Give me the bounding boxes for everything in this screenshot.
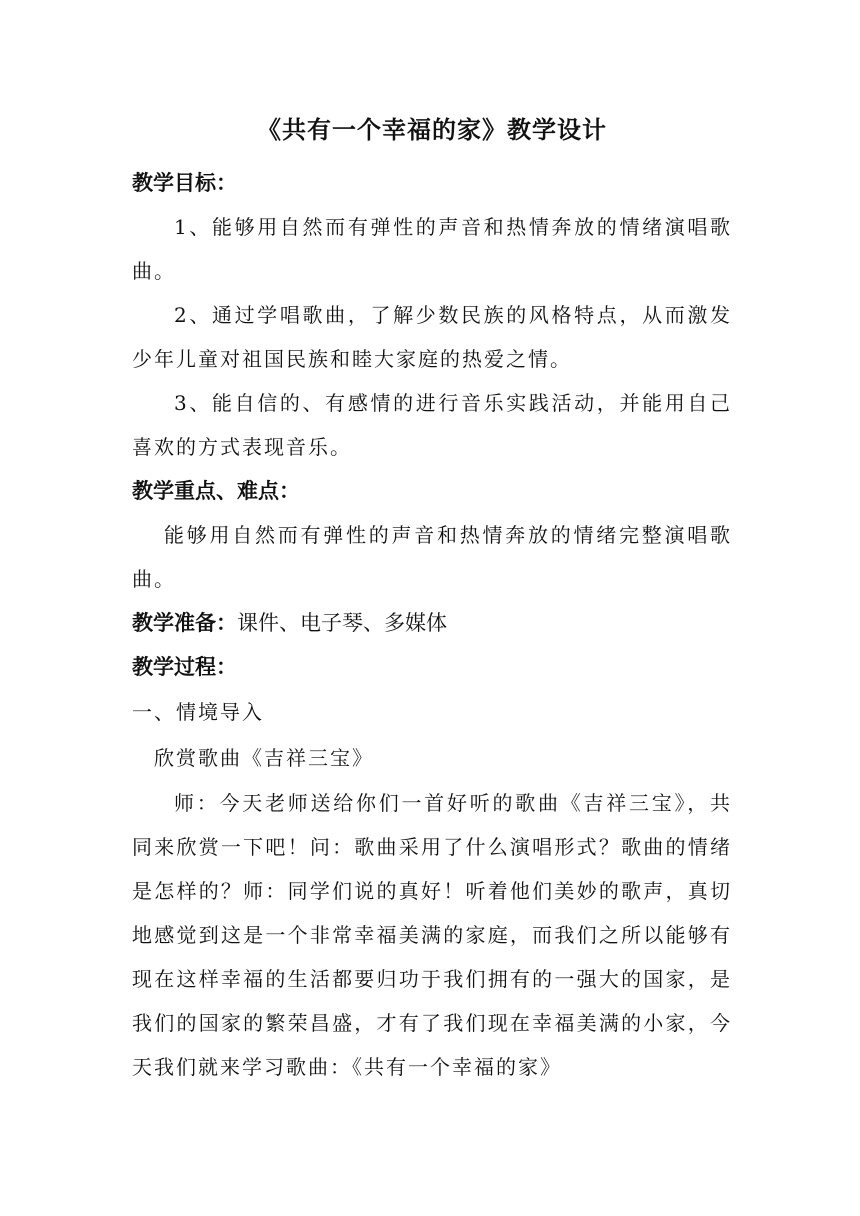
section-1-heading: 一、情境导入: [132, 700, 264, 724]
key-points-heading: 教学重点、难点：: [132, 479, 300, 503]
objective-item-3: 3、能自信的、有感情的进行音乐实践活动，并能用自己喜欢的方式表现音乐。: [132, 391, 732, 459]
document-title: 《共有一个幸福的家》教学设计: [257, 116, 607, 144]
preparation-line: [132, 601, 732, 645]
preparation-heading: 教学准备：: [132, 611, 237, 635]
objectives-heading: 教学目标：: [132, 171, 237, 195]
objective-item-2: 2、通过学唱歌曲，了解少数民族的风格特点，从而激发少年儿童对祖国民族和睦大家庭的热爱之情。: [132, 303, 732, 371]
dialogue-paragraph: 师：今天老师送给你们一首好听的歌曲《吉祥三宝》，共同来欣赏一下吧！问：歌曲采用了什么演唱形式？歌曲的情绪是怎样的？师：同学们说的真好！听着他们美妙的歌声，真切地感觉到这是一个非常幸福美满的家庭，而我们之所以能够有现在这样幸福的生活都要归功于我们拥有的一强大的国家，是我们的国家的繁荣昌盛，才有了我们现在幸福美满的小家，今天我们就来学习歌曲：《共有一个幸福的家》: [132, 791, 732, 1079]
document-page: [132, 110, 732, 1089]
key-points-text: 能够用自然而有弹性的声音和热情奔放的情绪完整演唱歌曲。: [132, 523, 732, 591]
objective-item-1: 1、能够用自然而有弹性的声音和热情奔放的情绪演唱歌曲。: [132, 215, 732, 283]
preparation-text: 课件、电子琴、多媒体: [237, 611, 447, 635]
process-heading: 教学过程：: [132, 655, 237, 679]
activity-line: 欣赏歌曲《吉祥三宝》: [154, 746, 374, 770]
